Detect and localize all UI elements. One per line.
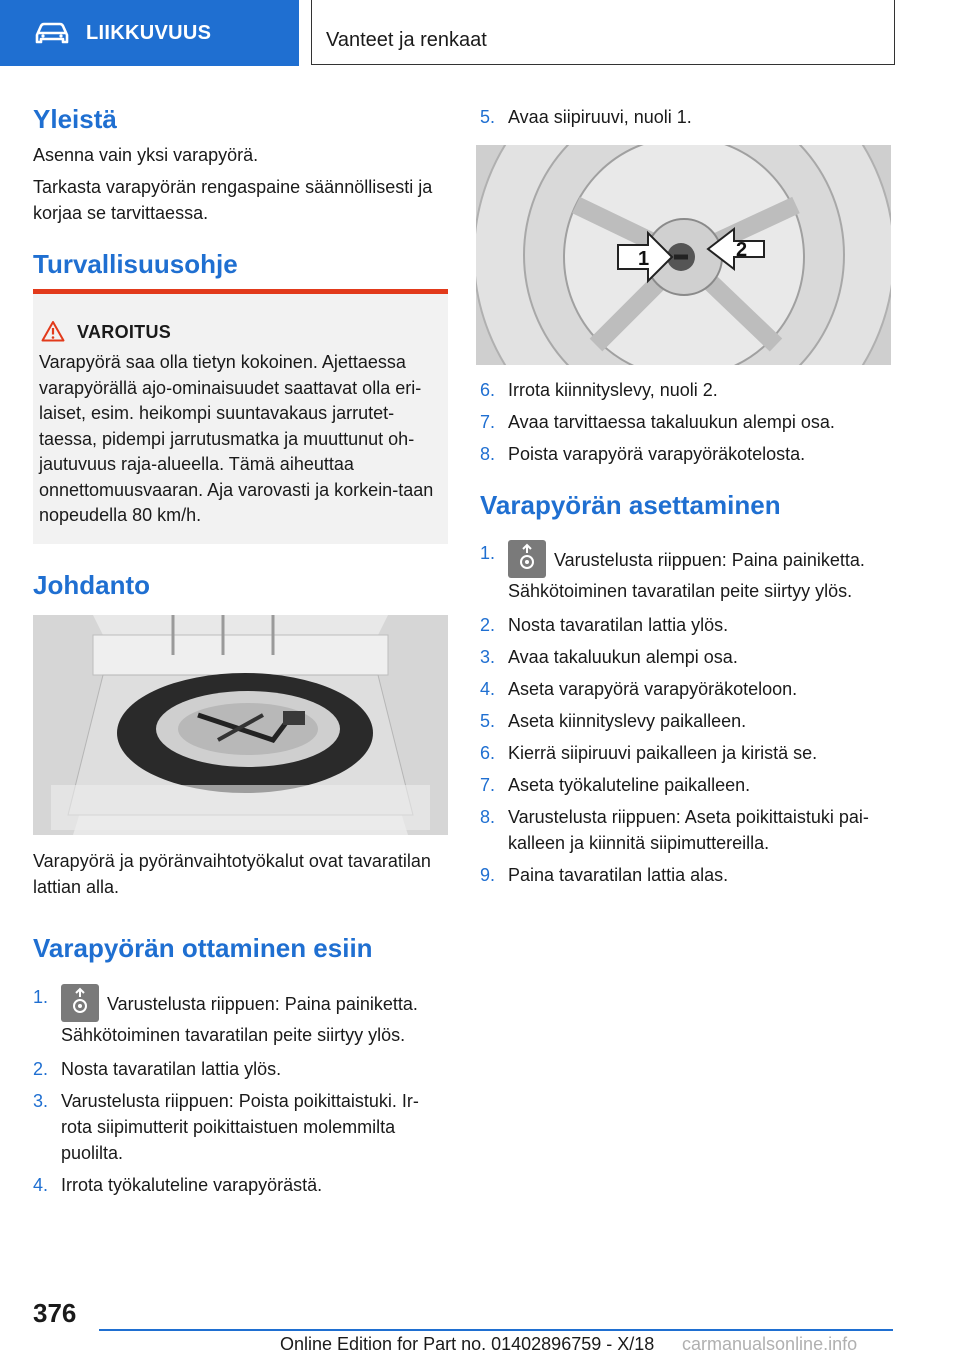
step-text: Avaa takaluukun alempi osa.: [508, 647, 738, 667]
wing-bolt-image: [476, 145, 891, 365]
list-item: [480, 708, 892, 734]
step-number: 6.: [480, 380, 496, 400]
step-text: Kierrä siipiruuvi paikalleen ja kiristä se.: [508, 743, 818, 763]
paragraph-pressure: Tarkasta varapyörän rengaspaine säännöllisesti ja korjaa se tarvittaessa.: [33, 177, 433, 223]
step-number: 5.: [480, 107, 496, 127]
list-item: [480, 862, 892, 888]
list-item: [33, 984, 448, 1048]
heading-intro: Johdanto: [33, 570, 150, 600]
list-item: [480, 441, 892, 467]
section-title: LIIKKUVUUS: [86, 21, 212, 44]
footer-divider: [99, 1329, 893, 1331]
watermark: carmanualsonline.info: [682, 1334, 858, 1354]
list-item: [33, 1056, 448, 1082]
step-text: Aseta varapyörä varapyöräkoteloon.: [508, 679, 798, 699]
paragraph-one-spare: Asenna vain yksi varapyörä.: [33, 145, 259, 165]
step-text: Paina tavaratilan lattia alas.: [508, 865, 729, 885]
step-number: 1.: [480, 543, 496, 563]
chapter-title: Vanteet ja renkaat: [326, 29, 487, 51]
trunk-spare-wheel-image: [33, 615, 448, 835]
list-item: [33, 1088, 448, 1166]
step-text: Nosta tavaratilan lattia ylös.: [61, 1059, 282, 1079]
step-text: Avaa tarvittaessa takaluukun alempi osa.: [508, 412, 835, 432]
section-tab: [0, 0, 299, 66]
step-number: 8.: [480, 444, 496, 464]
trunk-floor-button-icon: [508, 540, 546, 578]
list-item: [480, 612, 892, 638]
step-number: 2.: [480, 615, 496, 635]
list-item: [480, 804, 892, 856]
step-number: 4.: [480, 679, 496, 699]
step-text: Varustelusta riippuen: Aseta poikittaistuki pai-kalleen ja kiinnitä siipimuttereilla.: [508, 807, 869, 853]
step-number: 3.: [480, 647, 496, 667]
step-text: Varustelusta riippuen: Poista poikittaistuki. Ir-rota siipimutterit poikittaistuen molemmilta puolilta.: [61, 1091, 419, 1163]
edition-text: Online Edition for Part no. 01402896759 - X/18: [280, 1334, 655, 1354]
list-item: [480, 540, 892, 604]
warning-text: Varapyörä saa olla tietyn kokoinen. Ajettaessa varapyörällä ajo-ominaisuudet saattavat olla eri-laiset, esim. heikompi suuntavakaus jarrutet-taessa, pidempi jarrutusmatka ja muuttunut oh-jautuvuus raja-alueella. Tämä aiheuttaa onnettomuusvaaran. Aja varovasti ja korkein-taan nopeudella 80 km/h.: [39, 352, 434, 525]
heading-safety: Turvallisuusohje: [33, 249, 238, 279]
chapter-tab: [311, 0, 895, 65]
step-text: Varustelusta riippuen: Paina painiketta. Sähkötoiminen tavaratilan peite siirtyy ylös.: [508, 550, 865, 601]
intro-caption: Varapyörä ja pyöränvaihtotyökalut ovat tavaratilan lattian alla.: [33, 851, 431, 897]
removal-steps-continued: [480, 104, 892, 130]
arrow-label-1: 1: [638, 248, 650, 270]
removal-steps-continued-2: [480, 377, 892, 467]
heading-removal: Varapyörän ottaminen esiin: [33, 933, 373, 963]
heading-yleista: Yleistä: [33, 104, 117, 134]
list-item: [480, 104, 892, 130]
step-number: 6.: [480, 743, 496, 763]
step-text: Irrota kiinnityslevy, nuoli 2.: [508, 380, 718, 400]
heading-install: Varapyörän asettaminen: [480, 490, 781, 520]
warning-triangle-icon: [41, 320, 65, 342]
step-text: Nosta tavaratilan lattia ylös.: [508, 615, 729, 635]
step-text: Poista varapyörä varapyöräkotelosta.: [508, 444, 806, 464]
step-text: Irrota työkaluteline varapyörästä.: [61, 1175, 323, 1195]
step-text: Aseta työkaluteline paikalleen.: [508, 775, 751, 795]
install-steps-list: [480, 540, 892, 888]
step-number: 8.: [480, 807, 496, 827]
list-item: [480, 377, 892, 403]
list-item: [480, 676, 892, 702]
step-number: 2.: [33, 1059, 49, 1079]
step-text: Aseta kiinnityslevy paikalleen.: [508, 711, 747, 731]
list-item: [33, 1172, 448, 1198]
trunk-floor-button-icon: [61, 984, 99, 1022]
step-number: 1.: [33, 987, 49, 1007]
step-number: 3.: [33, 1091, 49, 1111]
page-number: 376: [33, 1298, 77, 1328]
warning-title: VAROITUS: [77, 322, 172, 342]
removal-steps-list: [33, 984, 448, 1198]
arrow-label-2: 2: [736, 239, 748, 261]
list-item: [480, 644, 892, 670]
warning-box: [33, 289, 448, 544]
step-number: 5.: [480, 711, 496, 731]
list-item: [480, 772, 892, 798]
car-icon: [34, 21, 70, 45]
step-text: Varustelusta riippuen: Paina painiketta. Sähkötoiminen tavaratilan peite siirtyy ylös.: [61, 994, 418, 1045]
step-text: Avaa siipiruuvi, nuoli 1.: [508, 107, 692, 127]
step-number: 7.: [480, 412, 496, 432]
list-item: [480, 409, 892, 435]
list-item: [480, 740, 892, 766]
step-number: 9.: [480, 865, 496, 885]
step-number: 4.: [33, 1175, 49, 1195]
step-number: 7.: [480, 775, 496, 795]
